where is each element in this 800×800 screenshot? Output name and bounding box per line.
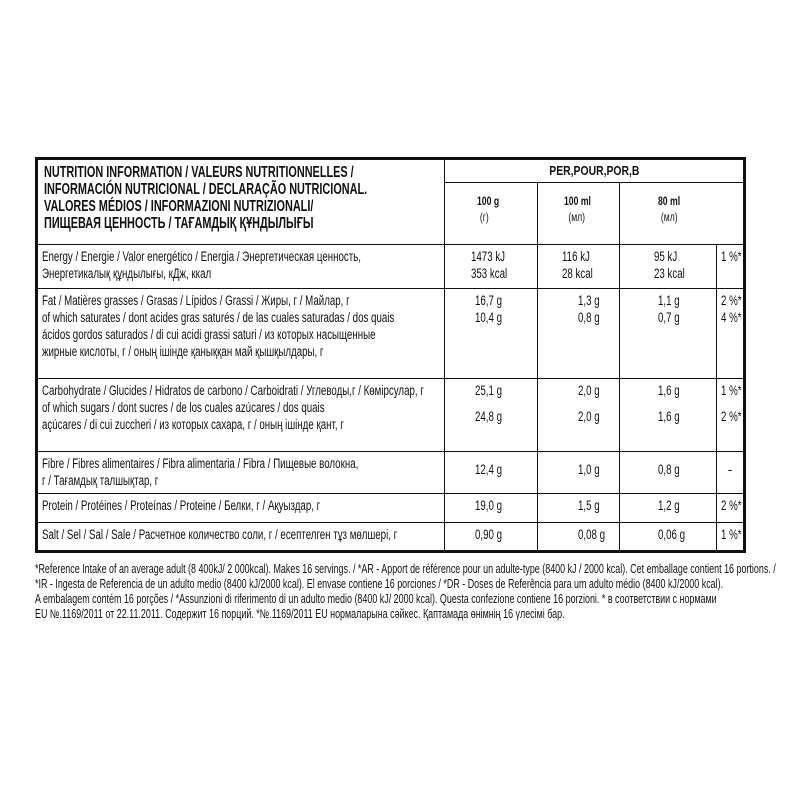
footnote-line: EU №.1169/2011 от 22.11.2011. Содержит 16 порций. *№.1169/2011 EU нормаларына сәйкес. Қаптамада өнімнің 16 үлесімі бар. [35, 607, 565, 621]
row-label [37, 379, 445, 452]
value: 28 kcal [562, 266, 593, 281]
title-line: ПИЩЕВАЯ ЦЕННОСТЬ / ТАҒАМДЫҚ ҚҰНДЫЛЫҒЫ [44, 215, 314, 232]
value: 95 kJ [654, 249, 678, 264]
value-per-100g [445, 245, 538, 289]
table-title [37, 159, 445, 245]
value: 1,3 g [578, 293, 600, 308]
table-row-carbohydrate [37, 379, 745, 452]
value: 0,8 g [658, 462, 680, 477]
reference-intake [717, 494, 745, 523]
footnote-line: A embalagem contém 16 porções / *Assunzioni di riferimento di un adulto medio (8400 kJ/ 2000 kcal). Questa confezione contiene 16 porzioni. * в соответствии с нормами [35, 592, 717, 606]
column-heading-100ml [538, 183, 620, 245]
footnote-line: *IR - Ingesta de Referencia de un adulto medio (8400 kJ/2000 kcal). El envase contiene 16 porciones / *DR - Doses de Referência para um adulto médio (8400 kJ/2000 kcal). [35, 577, 724, 591]
value-per-100ml [538, 289, 620, 379]
value: 116 kJ [562, 249, 590, 264]
value: 1,6 g [658, 383, 680, 398]
value: 0,08 g [578, 527, 606, 542]
value: 0,8 g [578, 310, 600, 325]
row-label-line: Carbohydrate / Glucides / Hidratos de carbono / Carboidrati / Углеводы,г / Көмірсулар, г [42, 383, 424, 398]
title-line: VALORES MÉDIOS / INFORMAZIONI NUTRIZIONALI/ [44, 198, 314, 215]
ri-value: 1 %* [721, 527, 742, 542]
value: 2,0 g [578, 409, 600, 424]
column-unit: (мл) [568, 210, 586, 224]
value-per-100ml [538, 523, 620, 552]
footnote [35, 562, 776, 622]
column-heading-100g [445, 183, 538, 245]
ri-value: 1 %* [721, 383, 742, 398]
nutrition-label [35, 157, 776, 622]
value-per-100g [445, 289, 538, 379]
value-per-80ml [620, 523, 717, 552]
value-per-100ml [538, 494, 620, 523]
row-label-line: Fibre / Fibres alimentaires / Fibra alimentaria / Fibra / Пищевые волокна, [42, 456, 359, 471]
column-amount: 100 ml [564, 194, 591, 208]
value: 12,4 g [475, 462, 503, 477]
value-per-100g [445, 452, 538, 494]
ri-value: 1 %* [721, 249, 742, 264]
value-per-100ml [538, 452, 620, 494]
value: 0,06 g [658, 527, 686, 542]
value: 16,7 g [475, 293, 503, 308]
per-label: PER,POUR,POR,B [548, 163, 640, 178]
ri-value: 2 %* [721, 409, 742, 424]
title-line: NUTRITION INFORMATION / VALEURS NUTRITIONNELLES / [44, 164, 354, 181]
ri-value: 2 %* [721, 293, 742, 308]
value-per-80ml [620, 494, 717, 523]
value-per-80ml [620, 379, 717, 452]
ri-value: - [727, 462, 733, 477]
row-label-line: of which sugars / dont sucres / de los cuales azúcares / dos quais [42, 400, 325, 415]
value: 1,1 g [658, 293, 680, 308]
value: 1,5 g [578, 498, 600, 513]
column-heading-80ml [620, 183, 745, 245]
reference-intake [717, 245, 745, 289]
reference-intake [717, 289, 745, 379]
row-label [37, 494, 445, 523]
value-per-100ml [538, 379, 620, 452]
row-label-line: жирные кислоты, г / оның ішінде қаныққан май қышқылдары, г [42, 344, 324, 359]
row-label-line: of which saturates / dont acides gras saturés / de las cuales saturadas / dos quais [42, 310, 395, 325]
row-label-line: açúcares / di cui zuccheri / из которых сахара, г / оның ішінде қант, г [42, 417, 344, 432]
value-per-80ml [620, 289, 717, 379]
value-per-80ml [620, 245, 717, 289]
header-row [37, 159, 745, 183]
value: 1,0 g [578, 462, 600, 477]
row-label-line: г / Тағамдық талшықтар, г [42, 473, 159, 488]
table-row-protein [37, 494, 745, 523]
value: 1,2 g [658, 498, 680, 513]
reference-intake [717, 379, 745, 452]
value: 1,6 g [658, 409, 680, 424]
value-per-80ml [620, 452, 717, 494]
row-label [37, 523, 445, 552]
value-per-100g [445, 379, 538, 452]
value: 2,0 g [578, 383, 600, 398]
value: 0,90 g [475, 527, 503, 542]
column-unit: (г) [479, 210, 489, 224]
value: 19,0 g [475, 498, 503, 513]
row-label-line: Energy / Energie / Valor energético / Energia / Энергетическая ценность, [42, 249, 361, 264]
row-label [37, 245, 445, 289]
reference-intake [717, 452, 745, 494]
column-unit: (мл) [660, 210, 678, 224]
ri-value: 4 %* [721, 310, 742, 325]
table-row-fat [37, 289, 745, 379]
row-label-line: Fat / Matières grasses / Grasas / Lípidos / Grassi / Жиры, г / Майлар, г [42, 293, 350, 308]
row-label-line: Энергетикалық құндылығы, кДж, ккал [42, 266, 212, 281]
column-amount: 100 g [477, 194, 500, 208]
reference-intake [717, 523, 745, 552]
row-label-line: ácidos gordos saturados / di cui acidi grassi saturi / из которых насыщенные [42, 327, 376, 342]
table-row-salt [37, 523, 745, 552]
row-label [37, 452, 445, 494]
value-per-100ml [538, 245, 620, 289]
value: 1473 kJ [471, 249, 506, 264]
value: 10,4 g [475, 310, 503, 325]
nutrition-table [35, 157, 746, 553]
ri-value: 2 %* [721, 498, 742, 513]
value: 0,7 g [658, 310, 680, 325]
column-amount: 80 ml [658, 194, 681, 208]
row-label [37, 289, 445, 379]
value: 24,8 g [475, 409, 503, 424]
title-line: INFORMACIÓN NUTRICIONAL / DECLARAÇÃO NUTRICIONAL. [44, 181, 368, 198]
row-label-line: Salt / Sel / Sal / Sale / Расчетное количество соли, г / есептелген тұз мөлшері, г [42, 527, 398, 542]
footnote-line: *Reference Intake of an average adult (8 400kJ/ 2 000kcal). Makes 16 servings. / *AR - Apport de référence pour un adulte-type (8400 kJ / 2000 kcal). Cet emballage contient 16 portions. / [35, 562, 776, 576]
row-label-line: Protein / Protéines / Proteínas / Proteine / Белки, г / Ақуыздар, г [42, 498, 321, 513]
value: 353 kcal [471, 266, 508, 281]
value: 23 kcal [654, 266, 685, 281]
table-row-fibre [37, 452, 745, 494]
value-per-100g [445, 494, 538, 523]
value: 25,1 g [475, 383, 503, 398]
value-per-100g [445, 523, 538, 552]
table-row-energy [37, 245, 745, 289]
per-heading [445, 159, 745, 183]
